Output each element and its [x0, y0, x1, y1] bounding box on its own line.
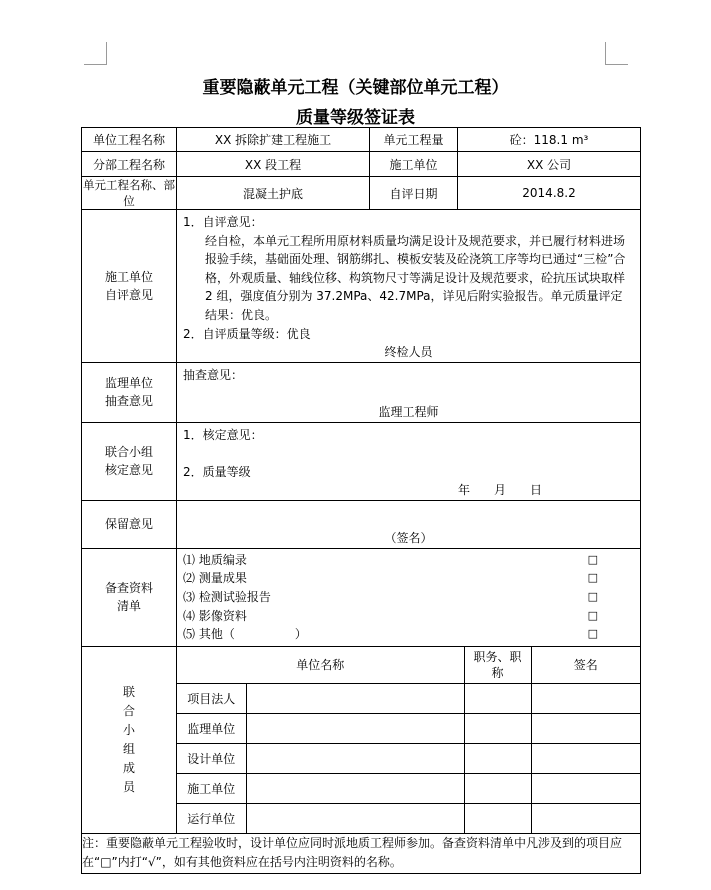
members-label: 联 合 小 组 成 员: [82, 646, 177, 833]
note-row: [82, 833, 641, 873]
table-row: [177, 714, 640, 744]
joint-review-content: [177, 422, 641, 500]
title-cell[interactable]: [464, 684, 531, 714]
self-eval-content: [177, 210, 641, 363]
column-header-signature: 签名: [531, 647, 640, 684]
backup-materials-row: [82, 548, 641, 646]
unit-name-cell[interactable]: [246, 684, 464, 714]
column-header-unit: 单位名称: [177, 647, 464, 684]
joint-review-item1: 1．核定意见：: [183, 427, 263, 442]
header-row: [82, 152, 641, 177]
self-eval-label: 施工单位 自评意见: [82, 210, 177, 363]
reserved-opinion-row: [82, 500, 641, 548]
table-row: [177, 744, 640, 774]
footnote: 注：重要隐蔽单元工程验收时，设计单位应同时派地质工程师参加。备查资料清单中凡涉及到的项目应在“□”内打“√”，如有其他资料应在括号内注明资料的名称。: [82, 833, 641, 873]
signature-cell[interactable]: [531, 714, 640, 744]
title-cell[interactable]: [464, 714, 531, 744]
table-row: [177, 684, 640, 714]
members-table: [177, 647, 640, 833]
unit-name-cell[interactable]: [246, 714, 464, 744]
certification-form: [81, 127, 641, 874]
list-item: ⑶ 检测试验报告 □: [177, 588, 640, 607]
division-project-name-value: XX 段工程: [177, 152, 370, 177]
unit-name-cell[interactable]: [246, 744, 464, 774]
construction-unit-label: 施工单位: [370, 152, 458, 177]
checkbox-icon[interactable]: □: [587, 589, 598, 603]
supervision-content: [177, 362, 641, 422]
title-cell[interactable]: [464, 744, 531, 774]
margin-mark-top-left: [84, 42, 107, 65]
self-eval-row: [82, 210, 641, 363]
members-header: [177, 647, 640, 684]
joint-review-item2: 2．质量等级: [183, 464, 251, 479]
supervising-engineer-signature: 监理工程师: [378, 405, 439, 420]
column-header-title: 职务、职 称: [464, 647, 531, 684]
backup-materials-list: [177, 548, 641, 646]
header-row: [82, 177, 641, 210]
signature-cell[interactable]: [531, 774, 640, 804]
self-eval-item2: 2．自评质量等级：优良: [183, 326, 311, 341]
joint-review-date: 年 月 日: [458, 483, 543, 498]
unit-name-cell[interactable]: [246, 804, 464, 833]
unit-project-name-value: XX 拆除扩建工程施工: [177, 128, 370, 152]
division-project-name-label: 分部工程名称: [82, 152, 177, 177]
row-label: 施工单位: [177, 774, 246, 804]
unit-work-name-label: 单元工程名称、部位: [83, 178, 175, 208]
self-eval-date-value: 2014.8.2: [458, 177, 641, 210]
members-row: [82, 646, 641, 833]
unit-quantity-label: 单元工程量: [370, 128, 458, 152]
reserved-opinion-sign: （签名）: [384, 530, 433, 545]
list-item: ⑵ 测量成果 □: [177, 569, 640, 588]
self-eval-item1-title: 1．自评意见：: [183, 215, 263, 229]
self-eval-item1-body: 经自检，本单元工程所用原材料质量均满足设计及规范要求，并已履行材料进场报验手续，基础面处理、钢筋绑扎、模板安装及砼浇筑工序等均已通过“三检”合格，外观质量、轴线位移、构筑物尺寸等满足设计及规范要求，砼抗压试块取样 2 组，强度值分别为 37.2MPa、42.7MPa，详见后附实验报告。单元质量评定结果：优良。: [205, 233, 626, 322]
joint-review-row: [82, 422, 641, 500]
unit-name-cell[interactable]: [246, 774, 464, 804]
signature-cell[interactable]: [531, 744, 640, 774]
reserved-opinion-label: 保留意见: [82, 500, 177, 548]
self-eval-date-label: 自评日期: [370, 177, 458, 210]
row-label: 设计单位: [177, 744, 246, 774]
header-row: [82, 128, 641, 152]
document-title: 重要隐蔽单元工程（关键部位单元工程）: [202, 78, 509, 98]
unit-project-name-label: 单位工程名称: [82, 128, 177, 152]
table-row: [177, 804, 640, 833]
unit-work-name-value: 混凝土护底: [177, 177, 370, 210]
supervision-opinion: 抽查意见：: [183, 367, 244, 382]
list-item: ⑸ 其他（ ） □: [177, 625, 640, 644]
table-row: [177, 774, 640, 804]
signature-cell[interactable]: [531, 684, 640, 714]
unit-quantity-value: 砼：118.1 m³: [458, 128, 641, 152]
row-label: 运行单位: [177, 804, 246, 833]
final-inspector-signature: 终检人员: [384, 345, 433, 360]
title-cell[interactable]: [464, 804, 531, 833]
checkbox-icon[interactable]: □: [587, 552, 598, 566]
backup-materials-label: 备查资料 清单: [82, 548, 177, 646]
document-subtitle: 质量等级签证表: [296, 108, 415, 128]
margin-mark-top-right: [605, 42, 628, 65]
joint-review-label: 联合小组 核定意见: [82, 422, 177, 500]
checkbox-icon[interactable]: □: [587, 627, 598, 641]
checkbox-icon[interactable]: □: [587, 571, 598, 585]
members-table-cell: [177, 646, 641, 833]
list-item: ⑷ 影像资料 □: [177, 607, 640, 626]
signature-cell[interactable]: [531, 804, 640, 833]
checkbox-icon[interactable]: □: [587, 608, 598, 622]
supervision-row: [82, 362, 641, 422]
row-label: 项目法人: [177, 684, 246, 714]
row-label: 监理单位: [177, 714, 246, 744]
list-item: ⑴ 地质编录 □: [177, 551, 640, 570]
construction-unit-value: XX 公司: [458, 152, 641, 177]
supervision-label: 监理单位 抽查意见: [82, 362, 177, 422]
title-cell[interactable]: [464, 774, 531, 804]
reserved-opinion-content: [177, 500, 641, 548]
